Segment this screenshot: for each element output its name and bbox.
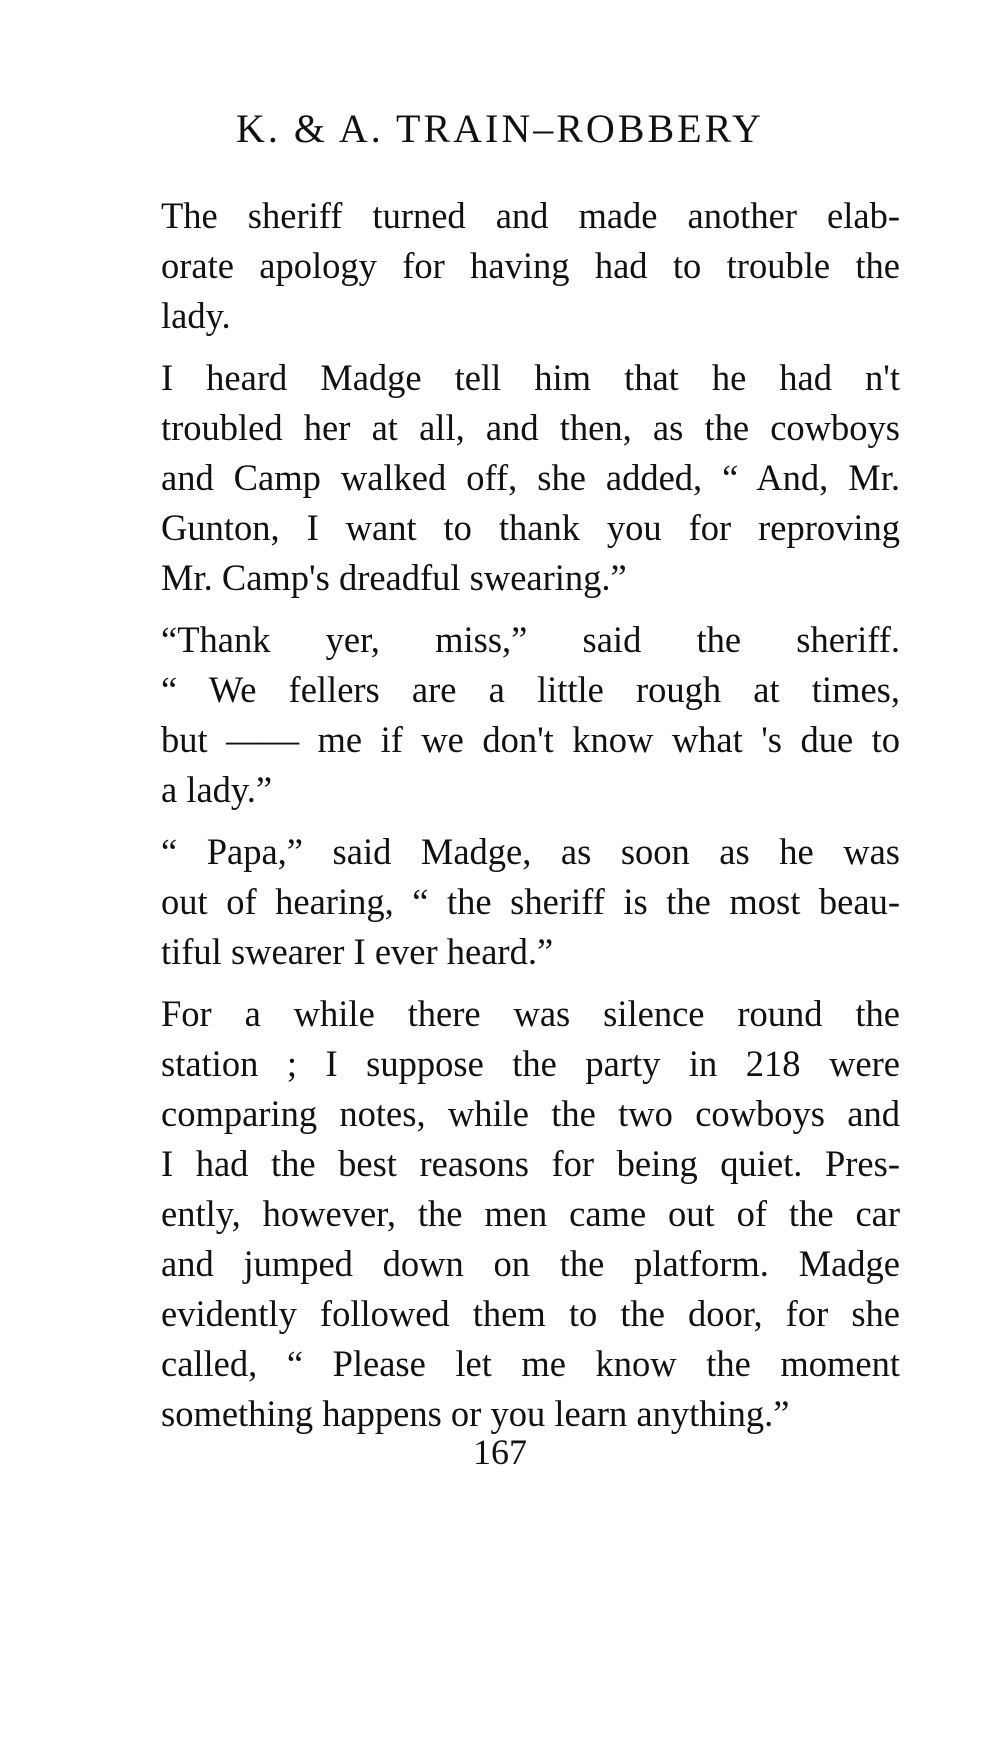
text-line: orate apology for having had to trouble the [161,245,900,286]
text-line: troubled her at all, and then, as the cowboys [161,407,900,448]
text-line: comparing notes, while the two cowboys and [161,1093,900,1134]
text-line: The sheriff turned and made another elab- [161,195,900,236]
text-line: “ We fellers are a little rough at times, [161,669,900,710]
text-line: For a while there was silence round the [161,993,900,1034]
paragraph [115,353,900,603]
page-number: 167 [473,1432,527,1472]
running-head: K. & A. TRAIN–ROBBERY [236,106,764,151]
text-line: tiful swearer I ever heard.” [161,931,554,972]
text-line: Gunton, I want to thank you for reproving [161,507,900,548]
paragraph [115,615,900,815]
text-line: a lady.” [161,769,273,810]
text-line: and Camp walked off, she added, “ And, Mr. [161,457,900,498]
text-line: out of hearing, “ the sheriff is the most beau- [161,881,900,922]
text-line: and jumped down on the platform. Madge [161,1243,900,1284]
text-line: station ; I suppose the party in 218 were [161,1043,900,1084]
text-line: evidently followed them to the door, for she [161,1293,900,1334]
text-line: called, “ Please let me know the moment [161,1343,900,1384]
text-line: something happens or you learn anything.” [161,1393,790,1434]
text-line: lady. [161,295,231,336]
text-line: “Thank yer, miss,” said the sheriff. [161,619,900,660]
paragraph [115,989,900,1439]
text-line: ently, however, the men came out of the car [161,1193,900,1234]
text-line: “ Papa,” said Madge, as soon as he was [161,831,900,872]
body-text [115,191,900,1451]
text-line: I heard Madge tell him that he had n't [161,357,900,398]
paragraph [115,191,900,341]
paragraph [115,827,900,977]
text-line: Mr. Camp's dreadful swearing.” [161,557,627,598]
text-line: but —— me if we don't know what 's due to [161,719,900,760]
text-line: I had the best reasons for being quiet. Pres- [161,1143,900,1184]
